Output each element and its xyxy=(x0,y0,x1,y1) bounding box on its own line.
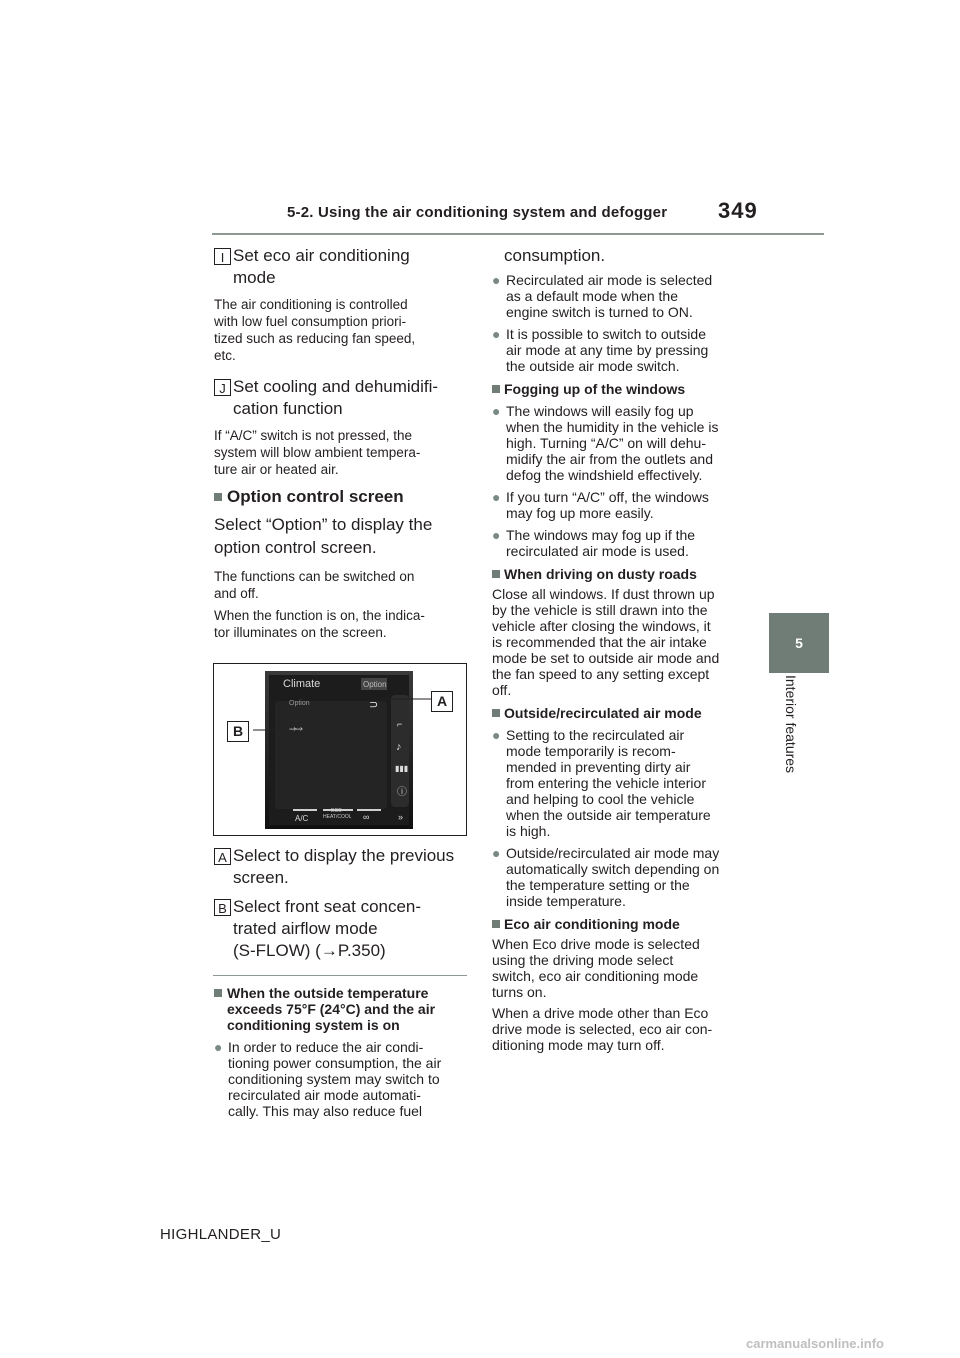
item-J-body-1: If “A/C” switch is not pressed, the xyxy=(214,428,413,443)
item-J xyxy=(214,376,464,478)
bullet-line: automatically switch depending on xyxy=(506,861,720,877)
item-I-title-2: mode xyxy=(233,268,276,287)
bullet-line: when the outside air temperature xyxy=(506,807,711,823)
body-line: is recommended that the air intake xyxy=(492,634,707,650)
chapter-tab: 5 xyxy=(769,613,829,673)
callout-A: A xyxy=(431,691,453,712)
item-B-line-2: trated airflow mode xyxy=(233,919,378,938)
item-I-title-1: Set eco air conditioning xyxy=(233,246,410,265)
item-I-body-4: etc. xyxy=(214,348,236,363)
info-icon: ⓘ xyxy=(397,787,407,798)
item-B-line-3: (S-FLOW) (→P.350) xyxy=(233,941,386,960)
note-heading-3: conditioning system is on xyxy=(227,1017,400,1033)
bullet-line: high. Turning “A/C” on will dehu- xyxy=(506,435,706,451)
dusty-heading: When driving on dusty roads xyxy=(492,566,754,582)
body-line: off. xyxy=(492,682,512,698)
item-B-line-1: Select front seat concen- xyxy=(233,897,422,916)
dusty-body xyxy=(492,586,754,698)
watermark: carmanualsonline.info xyxy=(746,1336,884,1351)
body-line: Close all windows. If dust thrown up xyxy=(492,586,715,602)
bullet-line: when the humidity in the vehicle is xyxy=(506,419,719,435)
option-heading: Option control screen xyxy=(214,487,470,507)
note-bullet-4: recirculated air mode automati- xyxy=(228,1087,421,1103)
screen-heatcool-label: HEAT/COOL xyxy=(323,814,352,820)
s-flow-icon: ⇝⇝ xyxy=(289,724,303,734)
bullet-line: is high. xyxy=(506,823,551,839)
bullet-line: the temperature setting or the xyxy=(506,877,690,893)
continued-line: consumption. xyxy=(504,246,606,265)
item-A xyxy=(214,845,470,889)
square-bullet-icon xyxy=(214,493,222,501)
recirc-heading: Outside/recirculated air mode xyxy=(492,705,754,721)
return-icon: ⊃ xyxy=(369,699,379,711)
marker-J: J xyxy=(214,379,231,396)
item-J-title-2: cation function xyxy=(233,399,343,418)
music-icon: ♪ xyxy=(396,741,402,753)
option-intro-1: Select “Option” to display the xyxy=(214,515,433,534)
callout-B: B xyxy=(227,721,249,742)
option-body2-2: tor illuminates on the screen. xyxy=(214,625,387,640)
square-bullet-icon xyxy=(492,385,500,393)
bullet-line: The windows will easily fog up xyxy=(506,403,694,419)
bullet-line: defog the windshield effectively. xyxy=(506,467,703,483)
bullet-line: may fog up more easily. xyxy=(506,505,654,521)
bullet-fog-3 xyxy=(492,527,754,559)
option-body2-1: When the function is on, the indica- xyxy=(214,608,425,623)
bullet-dot-icon: ● xyxy=(492,845,501,861)
note-section xyxy=(214,985,470,1119)
note-heading-2: exceeds 75°F (24°C) and the air xyxy=(227,1001,436,1017)
chapter-label xyxy=(781,675,801,825)
square-bullet-icon xyxy=(214,989,222,997)
bullet-dot-icon: ● xyxy=(492,272,501,288)
fog-heading: Fogging up of the windows xyxy=(492,381,754,397)
screen-eco-label: ECO xyxy=(331,808,342,814)
bullet-dot-icon: ● xyxy=(492,727,501,743)
bullet-dot-icon: ● xyxy=(492,527,501,543)
bullet-line: and helping to cool the vehicle xyxy=(506,791,695,807)
chevron-right-icon: » xyxy=(398,812,404,822)
screen-ac-label: A/C xyxy=(295,814,309,823)
square-bullet-icon xyxy=(492,920,500,928)
bullet-line: Setting to the recirculated air xyxy=(506,727,685,743)
chapter-title: Interior features xyxy=(783,675,799,774)
body-line: When a drive mode other than Eco xyxy=(492,1005,709,1021)
option-body1-1: The functions can be switched on xyxy=(214,569,415,584)
bullet-line: air mode at any time by pressing xyxy=(506,342,709,358)
body-line: by the vehicle is still drawn into the xyxy=(492,602,708,618)
right-column xyxy=(492,244,754,1053)
item-I-body-2: with low fuel consumption priori- xyxy=(214,314,407,329)
item-I-body-3: tized such as reducing fan speed, xyxy=(214,331,416,346)
bullet-line: It is possible to switch to outside xyxy=(506,326,706,342)
screen-tab: Option xyxy=(363,680,387,689)
item-A-line-1: Select to display the previous xyxy=(233,846,455,865)
body-line: turns on. xyxy=(492,984,547,1000)
body-line: When Eco drive mode is selected xyxy=(492,936,700,952)
bullet-recirc-2 xyxy=(492,845,754,909)
option-body1-2: and off. xyxy=(214,586,259,601)
note-heading-1: When the outside temperature xyxy=(227,985,429,1001)
option-section xyxy=(214,487,470,641)
bullet-dot-icon: ● xyxy=(492,403,501,419)
bullet-line: engine switch is turned to ON. xyxy=(506,304,693,320)
fan-icon: ∞ xyxy=(363,812,370,822)
item-J-body-3: ture air or heated air. xyxy=(214,462,339,477)
marker-A: A xyxy=(214,848,231,865)
bullet-line: The windows may fog up if the xyxy=(506,527,696,543)
item-J-title-1: Set cooling and dehumidifi- xyxy=(233,377,439,396)
marker-B: B xyxy=(214,899,231,916)
square-bullet-icon xyxy=(492,570,500,578)
item-A-line-2: screen. xyxy=(233,868,289,887)
bullet-outside-switch xyxy=(492,326,754,374)
bullet-line: mode temporarily is recom- xyxy=(506,743,676,759)
seat-icon: ⌐ xyxy=(397,719,403,729)
body-line: ditioning mode may turn off. xyxy=(492,1037,665,1053)
bullet-dot-icon: ● xyxy=(492,326,501,342)
eco-heading: Eco air conditioning mode xyxy=(492,916,754,932)
note-rule xyxy=(213,975,467,976)
item-I-body-1: The air conditioning is controlled xyxy=(214,297,408,312)
item-I xyxy=(214,245,464,364)
section-title: 5-2. Using the air conditioning system and defogger xyxy=(287,204,668,221)
body-line: the fan speed to any setting except xyxy=(492,666,710,682)
bullet-line: as a default mode when the xyxy=(506,288,679,304)
page-number: 349 xyxy=(718,198,758,223)
bullet-line: the outside air mode switch. xyxy=(506,358,680,374)
bullet-dot-icon: ● xyxy=(214,1039,223,1055)
bullet-line: Outside/recirculated air mode may xyxy=(506,845,720,861)
eco-body-2 xyxy=(492,1005,754,1053)
equalizer-icon: ▮▮▮ xyxy=(395,764,409,773)
bullet-line: Recirculated air mode is selected xyxy=(506,272,713,288)
bullet-line: mended in preventing dirty air xyxy=(506,759,691,775)
bullet-line: recirculated air mode is used. xyxy=(506,543,689,559)
body-line: mode be set to outside air mode and xyxy=(492,650,720,666)
screen-option-label: Option xyxy=(289,700,310,707)
note-bullet-1: In order to reduce the air condi- xyxy=(228,1039,424,1055)
bullet-fog-1 xyxy=(492,403,754,483)
body-line: using the driving mode select xyxy=(492,952,674,968)
square-bullet-icon xyxy=(492,709,500,717)
footer-model: HIGHLANDER_U xyxy=(160,1226,282,1243)
item-J-body-2: system will blow ambient tempera- xyxy=(214,445,421,460)
bullet-line: from entering the vehicle interior xyxy=(506,775,706,791)
callout-lines xyxy=(213,663,467,836)
bullet-recirc-default xyxy=(492,272,754,320)
option-intro-2: option control screen. xyxy=(214,538,377,557)
header-rule xyxy=(212,233,824,235)
screen-title: Climate xyxy=(283,678,321,690)
item-B xyxy=(214,896,470,962)
bullet-line: midify the air from the outlets and xyxy=(506,451,713,467)
body-line: switch, eco air conditioning mode xyxy=(492,968,699,984)
bullet-dot-icon: ● xyxy=(492,489,501,505)
note-bullet-3: conditioning system may switch to xyxy=(228,1071,440,1087)
note-bullet-2: tioning power consumption, the air xyxy=(228,1055,442,1071)
note-bullet-5: cally. This may also reduce fuel xyxy=(228,1103,423,1119)
bullet-fog-2 xyxy=(492,489,754,521)
eco-body-1 xyxy=(492,936,754,1000)
bullet-recirc-1 xyxy=(492,727,754,839)
body-line: drive mode is selected, eco air con- xyxy=(492,1021,713,1037)
marker-I: I xyxy=(214,248,231,265)
bullet-line: If you turn “A/C” off, the windows xyxy=(506,489,709,505)
body-line: vehicle after closing the windows, it xyxy=(492,618,711,634)
bullet-line: inside temperature. xyxy=(506,893,626,909)
